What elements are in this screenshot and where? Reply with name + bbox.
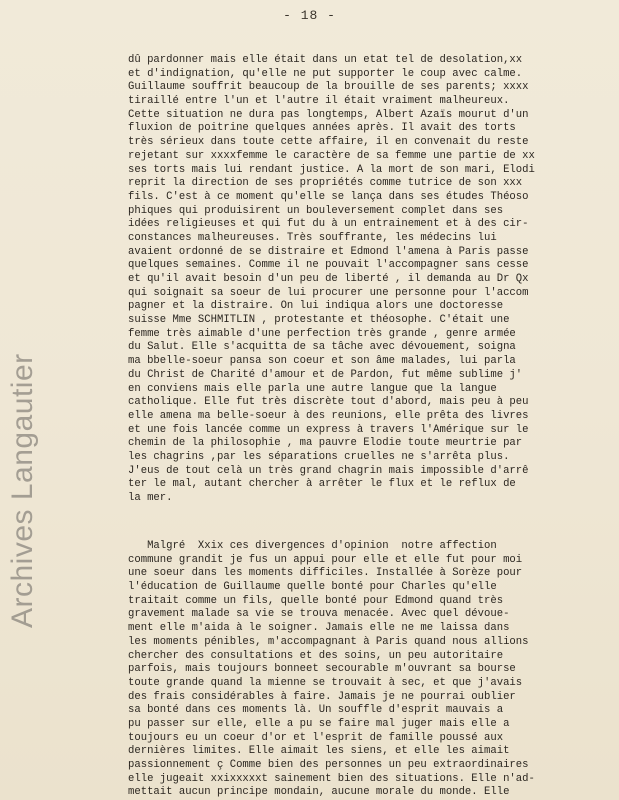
text-line: ment elle m'aida à le soigner. Jamais elle ne me laissa dans: [128, 622, 510, 635]
text-line: mettait aucun principe mondain, aucune morale du monde. Elle: [128, 786, 510, 799]
text-line: quelques semaines. Comme il ne pouvait l'accompagner sans cesse: [128, 259, 529, 272]
text-line: du Salut. Elle s'acquitta de sa tâche avec dévouement, soigna: [128, 341, 516, 354]
text-line: Cette situation ne dura pas longtemps, Albert Azaïs mourut d'un: [128, 108, 529, 121]
text-line: chemin de la philosophie , ma pauvre Elodie toute meurtrie par: [128, 437, 523, 450]
text-line: et une fois lancée comme un express à travers l'Amérique sur le: [128, 423, 529, 436]
text-line: passionnement ç Comme bien des personnes un peu extraordinaires: [128, 759, 529, 771]
text-line: rejetant sur xxxxfemme le caractère de sa femme une partie de xx: [128, 149, 535, 162]
text-line: toujours eu un coeur d'or et l'esprit de famille poussé aux: [128, 731, 504, 744]
text-line: les moments pénibles, m'accompagnant à Paris quand nous allions: [128, 635, 529, 648]
text-line: qui soignait sa soeur de lui procurer une personne pour l'accom: [128, 286, 529, 299]
paragraph-2: [128, 540, 606, 800]
text-line: parfois, mais toujours bonneet secourable m'ouvrant sa bourse: [128, 663, 516, 676]
text-line: dernières limites. Elle aimait les siens, et elle les aimait: [128, 745, 510, 758]
text-line: catholique. Elle fut très discrète tout d'abord, mais peu à peu: [128, 396, 529, 409]
text-line: traitait comme un fils, quelle bonté pour Edmond quand très: [128, 594, 504, 607]
text-line: pu passer sur elle, elle a pu se faire mal juger mais elle a: [128, 717, 510, 730]
text-line: dû pardonner mais elle était dans un etat tel de desolation,xx: [128, 54, 523, 66]
text-line: l'éducation de Guillaume quelle bonté pour Charles qu'elle: [128, 581, 497, 594]
text-line: constances malheureuses. Très souffrante, les médecins lui: [128, 231, 497, 244]
text-line: suisse Mme SCHMITLIN , protestante et théosophe. C'était une: [128, 314, 510, 327]
text-line: pagner et la distraire. On lui indiqua alors une doctoresse: [128, 300, 504, 313]
text-line: fils. C'est à ce moment qu'elle se lança dans ses études Théoso: [128, 190, 529, 203]
text-line: du Christ de Charité d'amour et de Pardon, fut même sublime j': [128, 368, 523, 381]
text-line: très sérieux dans toute cette affaire, il en convenait du reste: [128, 136, 529, 149]
archive-watermark: Archives Langautier: [6, 353, 39, 628]
text-line: avaient ordonné de se distraire et Edmond l'amena à Paris passe: [128, 245, 529, 258]
text-line: gravement malade sa vie se trouva menacée. Avec quel dévoue-: [128, 608, 510, 621]
text-line: les chagrins ,par les séparations cruelles ne s'arrêta plus.: [128, 450, 510, 463]
text-line: des frais considérables à faire. Jamais je ne pourrai oublier: [128, 690, 516, 703]
text-line: en conviens mais elle parla une autre langue que la langue: [128, 382, 497, 395]
text-line: une soeur dans les moments difficiles. Installée à Sorèze pour: [128, 567, 523, 580]
text-line: toute grande quand la mienne se trouvait à sec, et que j'avais: [128, 676, 523, 689]
text-line: J'eus de tout celà un très grand chagrin mais impossible d'arrê: [128, 464, 529, 477]
text-line: et d'indignation, qu'elle ne put supporter le coup avec calme.: [128, 67, 523, 80]
text-line: ma bbelle-soeur pansa son coeur et son âme malades, lui parla: [128, 355, 516, 368]
text-line: sa bonté dans ces moments là. Un souffle d'esprit mauvais a: [128, 704, 504, 717]
text-line: ses torts mais lui rendant justice. A la mort de son mari, Elodi: [128, 163, 535, 176]
text-line: ter le mal, autant chercher à arrêter le flux et le reflux de: [128, 478, 516, 491]
text-line: chercher des consultations et des soins, un peu autoritaire: [128, 649, 504, 662]
text-line: tiraillé entre l'un et l'autre il était vraiment malheureux.: [128, 95, 510, 108]
page-number: - 18 -: [283, 8, 336, 23]
text-line: commune grandit je fus un appui pour elle et elle fut pour moi: [128, 553, 523, 566]
text-line: et qu'il avait besoin d'un peu de liberté , il demanda au Dr Qx: [128, 273, 529, 285]
text-line: Guillaume souffrit beaucoup de la brouille de ses parents; xxxx: [128, 81, 529, 94]
text-line: reprit la direction de ses propriétés comme tutrice de son xxx: [128, 177, 523, 190]
text-line: femme très aimable d'une perfection très grande , genre armée: [128, 327, 516, 340]
text-line: idées religieuses et qui fut du à un entrainement et à des cir-: [128, 218, 529, 231]
text-line: fluxion de poitrine quelques années après. Il avait des torts: [128, 122, 516, 135]
text-line: la mer.: [128, 492, 173, 504]
paragraph-1: [128, 54, 606, 506]
text-line: Malgré Xxix ces divergences d'opinion notre affection: [128, 540, 497, 552]
text-line: elle amena ma belle-soeur à des reunions, elle prêta des livres: [128, 409, 529, 422]
text-line: phiques qui produisirent un bouleversement complet dans ses: [128, 204, 504, 217]
text-line: elle jugeait xxixxxxxt sainement bien des situations. Elle n'ad-: [128, 772, 535, 785]
